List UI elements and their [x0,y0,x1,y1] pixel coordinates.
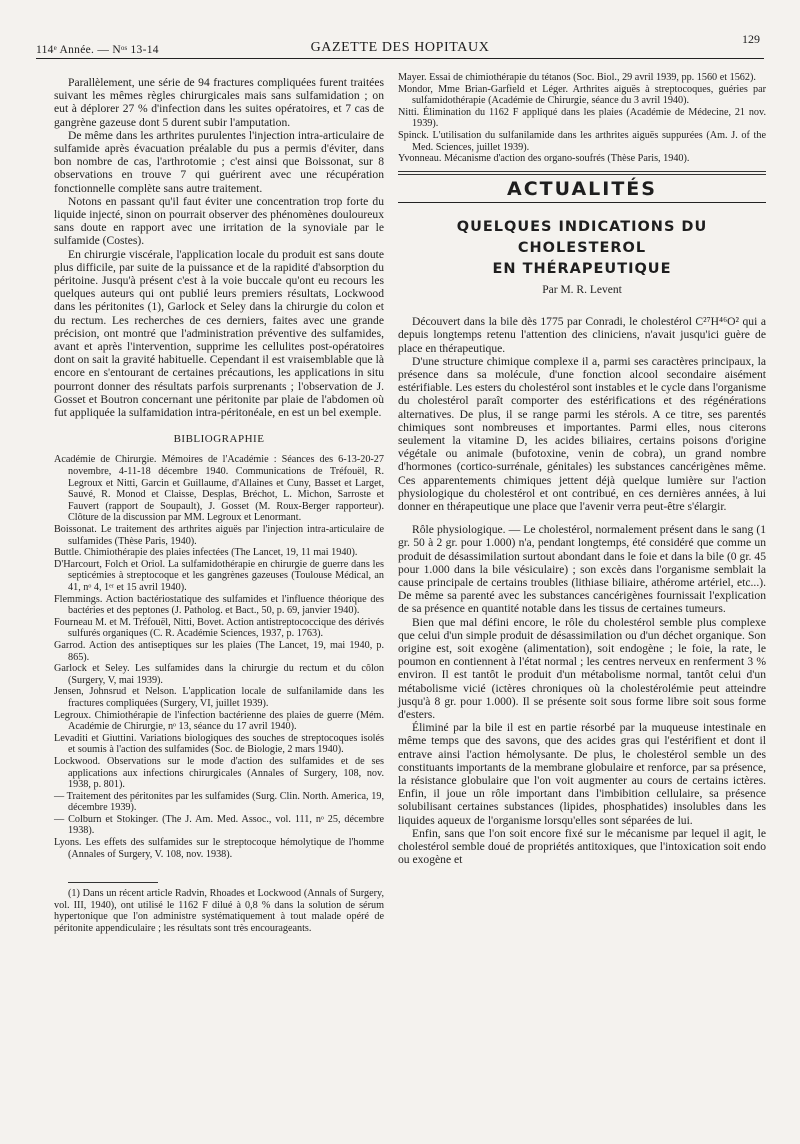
bibliography-entry: D'Harcourt, Folch et Oriol. La sulfamidothérapie en chirurgie de guerre dans les septicémies à streptocoque et les gangrènes gazeuses (Toulouse Médical, an 41, nᵒ 4, 1ᵉʳ et 15 avril 1940). [54,558,384,594]
bibliography-entry: Yvonneau. Mécanisme d'action des organo-soufrés (Thèse Paris, 1940). [398,153,690,165]
paragraph: Bien que mal défini encore, le rôle du cholestérol semble plus complexe que celui d'un simple produit de désassimilation ou d'un déchet organique. Son origine est, soit exogène (alimentation), soit endogène ; le foie, la rate, le poumon en contiennent à l'état normal ; les centres nerveux en renferment 3 % environ. Il est tantôt le produit d'un métabolisme normal, tantôt celui d'un métabolisme vicié (ictères chroniques où la cholestérolémie peut atteindre jusqu'à 8 gr. pour 1.000). Il se présente soit sous forme libre soit sous forme d'esters. [398,615,766,722]
bibliography-entry: Boissonat. Le traitement des arthrites aiguës par l'injection intra-articulaire de sulfamides (Thèse Paris, 1940). [54,524,384,547]
paragraph: D'une structure chimique complexe il a, parmi ses caractères principaux, la présence dans sa molécule, d'une fonction alcool secondaire aisément estérifiable. Les esters du cholestérol sont instables et le cycle dans l'organisme du cholestérol paraît comporter des estérifications et des régénérations alternatives. De plus, il se range parmi les stérols. A ce titre, ses parentés chimiques sont nombreuses et importantes. Parmi elles, nous citerons seulement la vitamine D, les acides biliaires, certains poisons d'origine végétale ou animale (bufotoxine, venin de cobra), un grand nombre d'hormones (cortico-surrénale, génitales) les substances cancérigènes même. Ces apparentements chimiques jettent déjà quelque lumière sur l'action physiologique du cholestérol et ont contribué, en ces dernières années, à lui donner en thérapeutique une place que l'avenir verra peut-être s'élargir. [398,354,766,513]
section-rule-bottom [398,202,766,203]
bibliography-entry: Spinck. L'utilisation du sulfanilamide dans les arthrites aiguës suppurées (Am. J. of the Med. Sciences, juillet 1939). [398,129,766,153]
page-number: 129 [742,32,760,46]
footnote-rule [68,882,158,883]
section-rule-top [398,171,766,175]
bibliography-entry: Buttle. Chimiothérapie des plaies infectées (The Lancet, 19, 11 mai 1940). [54,547,358,559]
header-rule [36,58,764,59]
paragraph: Rôle physiologique. — Le cholestérol, normalement présent dans le sang (1 gr. 50 à 2 gr. pour 1.000) n'a, pendant longtemps, été considéré que comme un produit de désassimilation surtout abondant dans le foie et dans la bile (0 gr. 45 pour 1.000 dans la bile vésiculaire) ; son excès dans l'organisme semblait la cause principale de certains troubles (lithiase biliaire, athérome artériel, etc...). De même sa parenté avec les substances cancérigènes fournissait l'explication de sa présence en quantité notable dans les tissus de certaines tumeurs. [398,523,766,616]
footnote: (1) Dans un récent article Radvin, Rhoades et Lockwood (Annals of Surgery, vol. III, 1940), ont utilisé le 1162 F dilué à 0,8 % dans la solution de sérum hypertonique que l'on administre systématiquement à tout malade opéré de péritonite appendiculaire ; les résultats sont très encourageants. [54,888,384,935]
article-title-line: QUELQUES INDICATIONS DU CHOLESTEROL [456,218,708,256]
bibliography-title: BIBLIOGRAPHIE [173,433,265,446]
bibliography-entry: Legroux. Chimiothérapie de l'infection bactérienne des plaies de guerre (Mém. Académie de Chirurgie, nᵒ 13, séance du 17 avril 1940). [54,709,384,733]
paragraph: Éliminé par la bile il est en partie résorbé par la muqueuse intestinale en même temps que des savons, que des acides gras qui l'estérifient et dont il entrave ainsi l'action hémolysante. De plus, le cholestérol semble un des constituants importants de la membrane globulaire et renforce, par sa présence, la résistance globulaire que l'on voit augmenter au cours de certains ictères. Enfin, il joue un rôle important dans l'imbibition cellulaire, sa présence solubilisant certaines substances (lipides, phosphatides) insolubles dans les liquides aqueux de l'organisme lorsqu'elles sont séparées de lui. [398,721,766,827]
bibliography-entry: — Colburn et Stokinger. (The J. Am. Med. Assoc., vol. 111, nᵒ 25, décembre 1938). [54,813,384,837]
right-column [398,72,766,866]
journal-title: GAZETTE DES HOPITAUX [310,40,490,55]
bibliography-entry: Lockwood. Observations sur le mode d'action des sulfamides et de ses applications aux infections chirurgicales (Annales of Surgery, 108, nov. 1938, p. 801). [54,755,384,791]
issue-label: 114ᵉ Année. — Nᵒˢ 13-14 [36,44,159,56]
bibliography-entry: Levaditi et Giuttini. Variations biologiques des souches de streptocoques isolés et soumis à l'action des sulfamides (Soc. de Biologie, 2 mars 1940). [54,732,384,756]
paragraph: De même dans les arthrites purulentes l'injection intra-articulaire de sulfamide après évacuation préalable du pus a permis d'éviter, dans bon nombre de cas, l'arthrotomie ; c'est ainsi que Boissonat, sur 8 observations en trouve 7 qui guérirent avec une récupération fonctionnelle complète sans autre traitement. [54,128,384,195]
article-title [398,217,766,280]
article-title-line: EN THÉRAPEUTIQUE [492,260,672,277]
bibliography-entry: Académie de Chirurgie. Mémoires de l'Académie : Séances des 6-13-20-27 novembre, 4-11-18 décembre 1940. Communications de Tréfouël, R. Legroux et Nitti, Garcin et Guillaume, d'Allaines et Cuny, Basset et Larget, Sauvé, R. Monod et Claisse, Desplas, Bréchot, L. Michon, Sarroste et Fauvert (rapport de Soupault), J. Gosset (M. Roux-Berger rapporteur). Clôture de la discussion par MM. Legroux et Lenormant. [54,454,384,524]
bibliography-entry: Nitti. Élimination du 1162 F appliqué dans les plaies (Académie de Médecine, 21 nov. 1939). [398,106,766,130]
paragraph: Notons en passant qu'il faut éviter une concentration trop forte du liquide injecté, sinon on pourrait observer des phénomènes douloureux sans doute en rapport avec une irritation de la synoviale par le sulfamide (Costes). [54,194,384,248]
paragraph: Parallèlement, une série de 94 fractures compliquées furent traitées suivant les mêmes règles chirurgicales mais sans sulfamidation ; on eut à déplorer 27 % d'infection dans les suites opératoires, et 7 cas de gangrène gazeuse dont 5 durent subir l'amputation. [54,76,384,129]
bibliography-entry: Mondor, Mme Brian-Garfield et Léger. Arthrites aiguës à streptocoques, guéries par sulfamidothérapie (Académie de Chirurgie, séance du 3 avril 1940). [398,83,766,107]
bibliography-continued [398,72,766,165]
bibliography-list [54,454,384,860]
bibliography-entry: Garrod. Action des antiseptiques sur les plaies (The Lancet, 19, mai 1940, p. 865). [54,639,384,663]
paragraph: Enfin, sans que l'on soit encore fixé sur le mécanisme par lequel il agit, le cholestérol semble doué de propriétés antitoxiques, que l'intoxication soit endo ou exogène et [398,826,766,867]
bibliography-entry: Fourneau M. et M. Tréfouël, Nitti, Bovet. Action antistreptococcique des dérivés sulfurés organiques (C. R. Académie Sciences, 1937, p. 1763). [54,616,384,640]
bibliography-entry: — Traitement des péritonites par les sulfamides (Surg. Clin. North. America, 19, décembre 1939). [54,790,384,814]
bibliography-entry: Garlock et Seley. Les sulfamides dans la chirurgie du rectum et du côlon (Surgery, V, mai 1939). [54,663,384,686]
bibliography-entry: Lyons. Les effets des sulfamides sur le streptocoque hémolytique de l'homme (Annales of Surgery, V. 108, nov. 1938). [54,837,384,860]
bibliography-entry: Jensen, Johnsrud et Nelson. L'application locale de sulfanilamide dans les fractures compliquées (Surgery, VI, juillet 1939). [54,686,384,709]
article-author: Par M. R. Levent [542,283,622,296]
section-heading: ACTUALITÉS [507,177,657,200]
paragraph: Découvert dans la bile dès 1775 par Conradi, le cholestérol C²⁷H⁴⁶O² qui a depuis longtemps retenu l'attention des cliniciens, n'avait jusqu'ici guère de place en thérapeutique. [398,315,766,355]
paragraph: En chirurgie viscérale, l'application locale du produit est sans doute plus difficile, par suite de la puissance et de la rapidité d'absorption du péritoine. Jusqu'à présent c'est à la voie buccale qu'ont eu recours les quelques auteurs qui ont publié leurs premiers résultats, Lockwood dans les péritonites (1), Garlock et Seley dans la chirurgie du colon et du rectum. Les recherches de ces derniers, faites avec une grande précision, ont montré que l'administration préventive des sulfamides, avant et après l'intervention, supprime les cellulites post-opératoires dont on sait la gravité habituelle. Cependant il est vraisemblable que là encore en s'entourant de certaines précautions, les applications in situ pourront donner des résultats parfois surprenants ; l'observation de J. Gosset et Boutron concernant une péritonite par plaie de l'abdomen où fut appliquée la sulfamidation intra-péritonéale, en est un bel exemple. [54,247,384,420]
bibliography-entry: Mayer. Essai de chimiothérapie du tétanos (Soc. Biol., 29 avril 1939, pp. 1560 et 1562). [398,72,756,83]
bibliography-entry: Flemmings. Action bactériostatique des sulfamides et l'influence théorique des bactéries et des peptones (J. Patholog. et Bact., 50, p. 69, janvier 1940). [54,593,384,617]
page-header [36,32,764,62]
left-column [54,72,384,935]
